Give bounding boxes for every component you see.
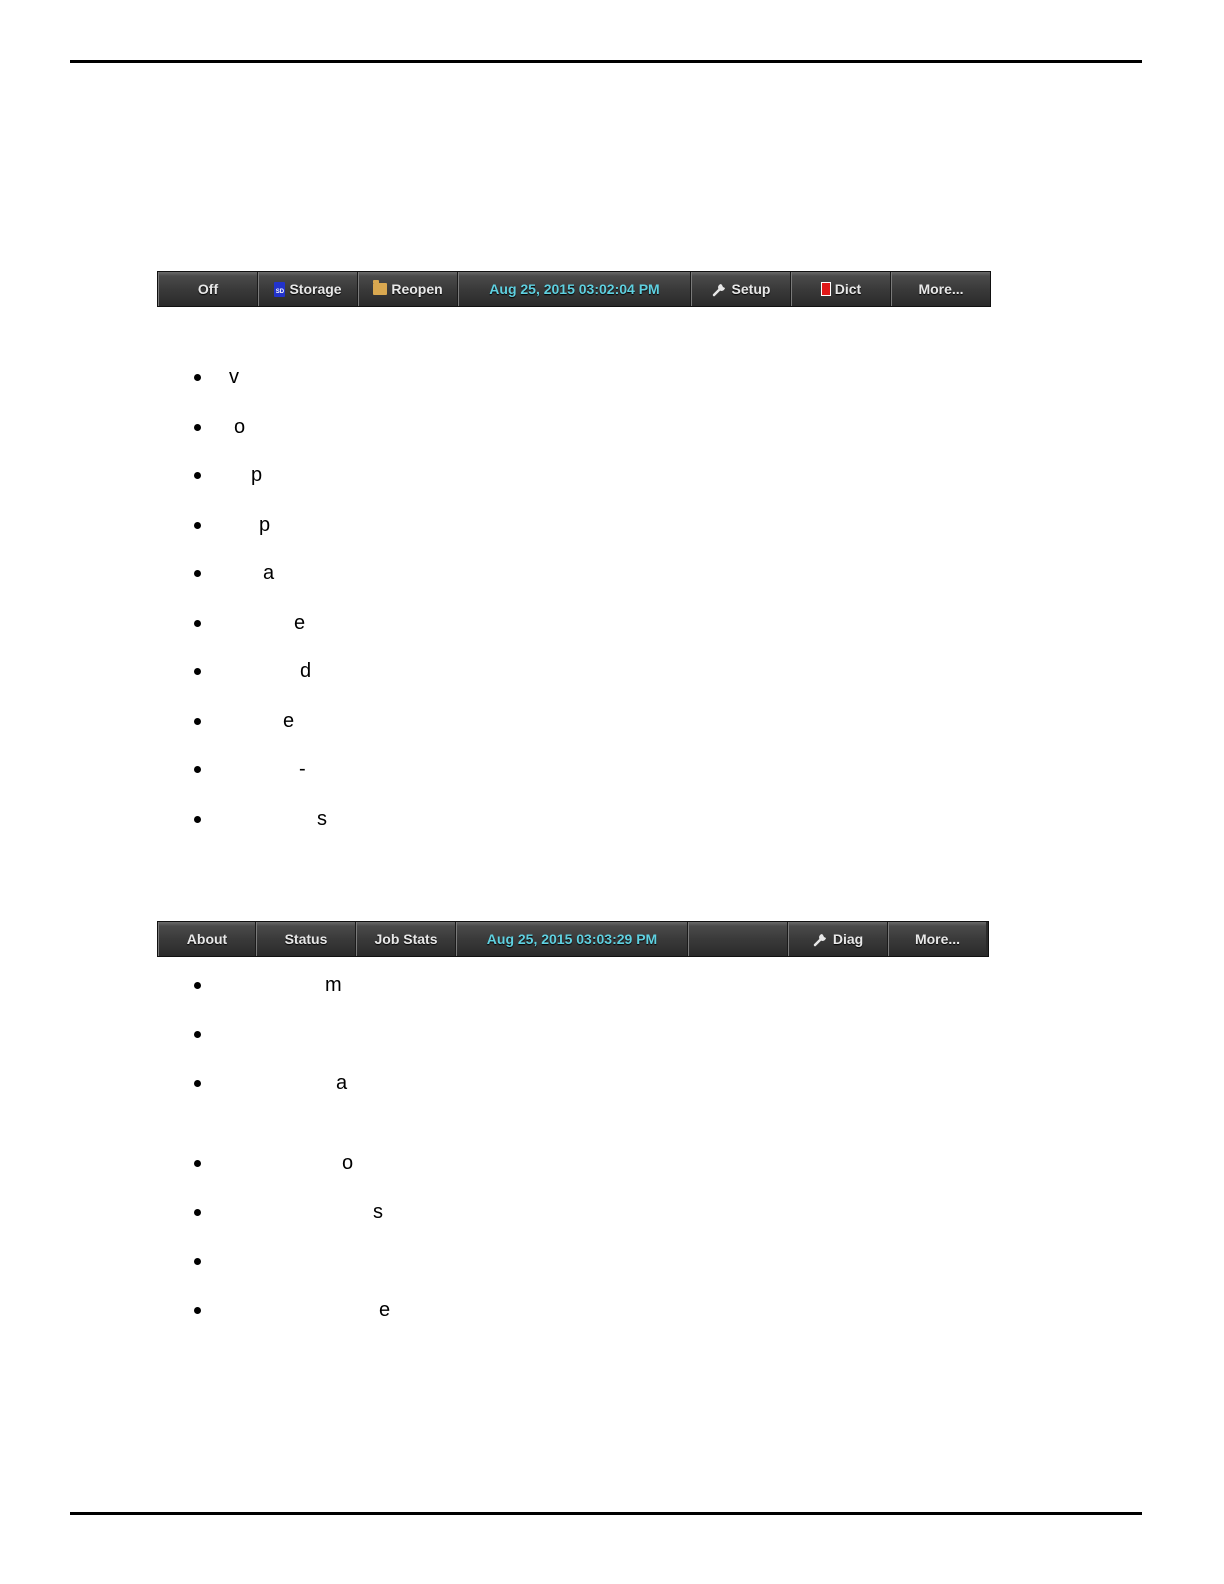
datetime-label: Aug 25, 2015 03:02:04 PM: [489, 281, 660, 297]
list-item-text: o: [342, 1152, 354, 1174]
bullet-dot: [194, 424, 201, 431]
list-item-text: p: [259, 514, 271, 536]
status-button[interactable]: [256, 922, 356, 956]
bullet-dot: [194, 982, 201, 989]
setup-label: Setup: [731, 281, 771, 297]
bullet-dot: [194, 374, 201, 381]
bullet-dot: [194, 570, 201, 577]
datetime-display[interactable]: [456, 922, 688, 956]
reopen-label: Reopen: [391, 281, 443, 297]
top-rule: [70, 60, 1142, 63]
bullet-dot: [194, 718, 201, 725]
more-label: More...: [914, 931, 961, 947]
sd-card-icon: [274, 282, 285, 297]
bullet-dot: [194, 472, 201, 479]
bullet-dot: [194, 1307, 201, 1314]
folder-icon: [373, 283, 387, 295]
about-button[interactable]: [158, 922, 256, 956]
list-item-text: s: [317, 808, 327, 830]
more-button[interactable]: [888, 922, 986, 956]
off-button[interactable]: [158, 272, 258, 306]
list-item-text: p: [251, 464, 263, 486]
reopen-button[interactable]: [358, 272, 458, 306]
book-icon: [821, 282, 831, 296]
more-button[interactable]: [891, 272, 990, 306]
bullet-dot: [194, 1031, 201, 1038]
bullet-dot: [194, 766, 201, 773]
diag-button[interactable]: [788, 922, 888, 956]
datetime-display[interactable]: [458, 272, 691, 306]
dict-label: Dict: [834, 281, 862, 297]
storage-label: Storage: [289, 281, 342, 297]
job-stats-button[interactable]: [356, 922, 456, 956]
list-item-text: d: [300, 660, 312, 682]
bullet-dot: [194, 522, 201, 529]
bullet-dot: [194, 1258, 201, 1265]
storage-button[interactable]: [258, 272, 358, 306]
setup-button[interactable]: [691, 272, 791, 306]
bullet-dot: [194, 1080, 201, 1087]
list-item-text: s: [373, 1201, 383, 1223]
list-item-text: e: [294, 612, 306, 634]
list-item-text: a: [263, 562, 275, 584]
list-item-text: m: [325, 974, 342, 996]
job-stats-label: Job Stats: [374, 931, 438, 947]
list-item-text: a: [336, 1072, 348, 1094]
list-item-text: o: [234, 416, 246, 438]
datetime-label: Aug 25, 2015 03:03:29 PM: [486, 931, 658, 947]
off-label: Off: [197, 281, 219, 297]
bullet-dot: [194, 1160, 201, 1167]
more-label: More...: [918, 281, 964, 297]
wrench-icon: [712, 281, 728, 297]
dict-button[interactable]: [791, 272, 891, 306]
toolbar-more: [157, 921, 989, 957]
bullet-dot: [194, 1209, 201, 1216]
empty-button[interactable]: [688, 922, 788, 956]
bullet-dot: [194, 620, 201, 627]
bullet-dot: [194, 816, 201, 823]
wrench-icon: [813, 931, 829, 947]
list-item-text: -: [299, 758, 306, 780]
diag-label: Diag: [832, 931, 864, 947]
toolbar-main: [157, 271, 991, 307]
bottom-rule: [70, 1512, 1142, 1515]
bullet-dot: [194, 668, 201, 675]
about-label: About: [186, 931, 228, 947]
list-item-text: e: [283, 710, 295, 732]
list-item-text: e: [379, 1299, 391, 1321]
status-label: Status: [284, 931, 328, 947]
list-item-text: v: [229, 366, 239, 388]
